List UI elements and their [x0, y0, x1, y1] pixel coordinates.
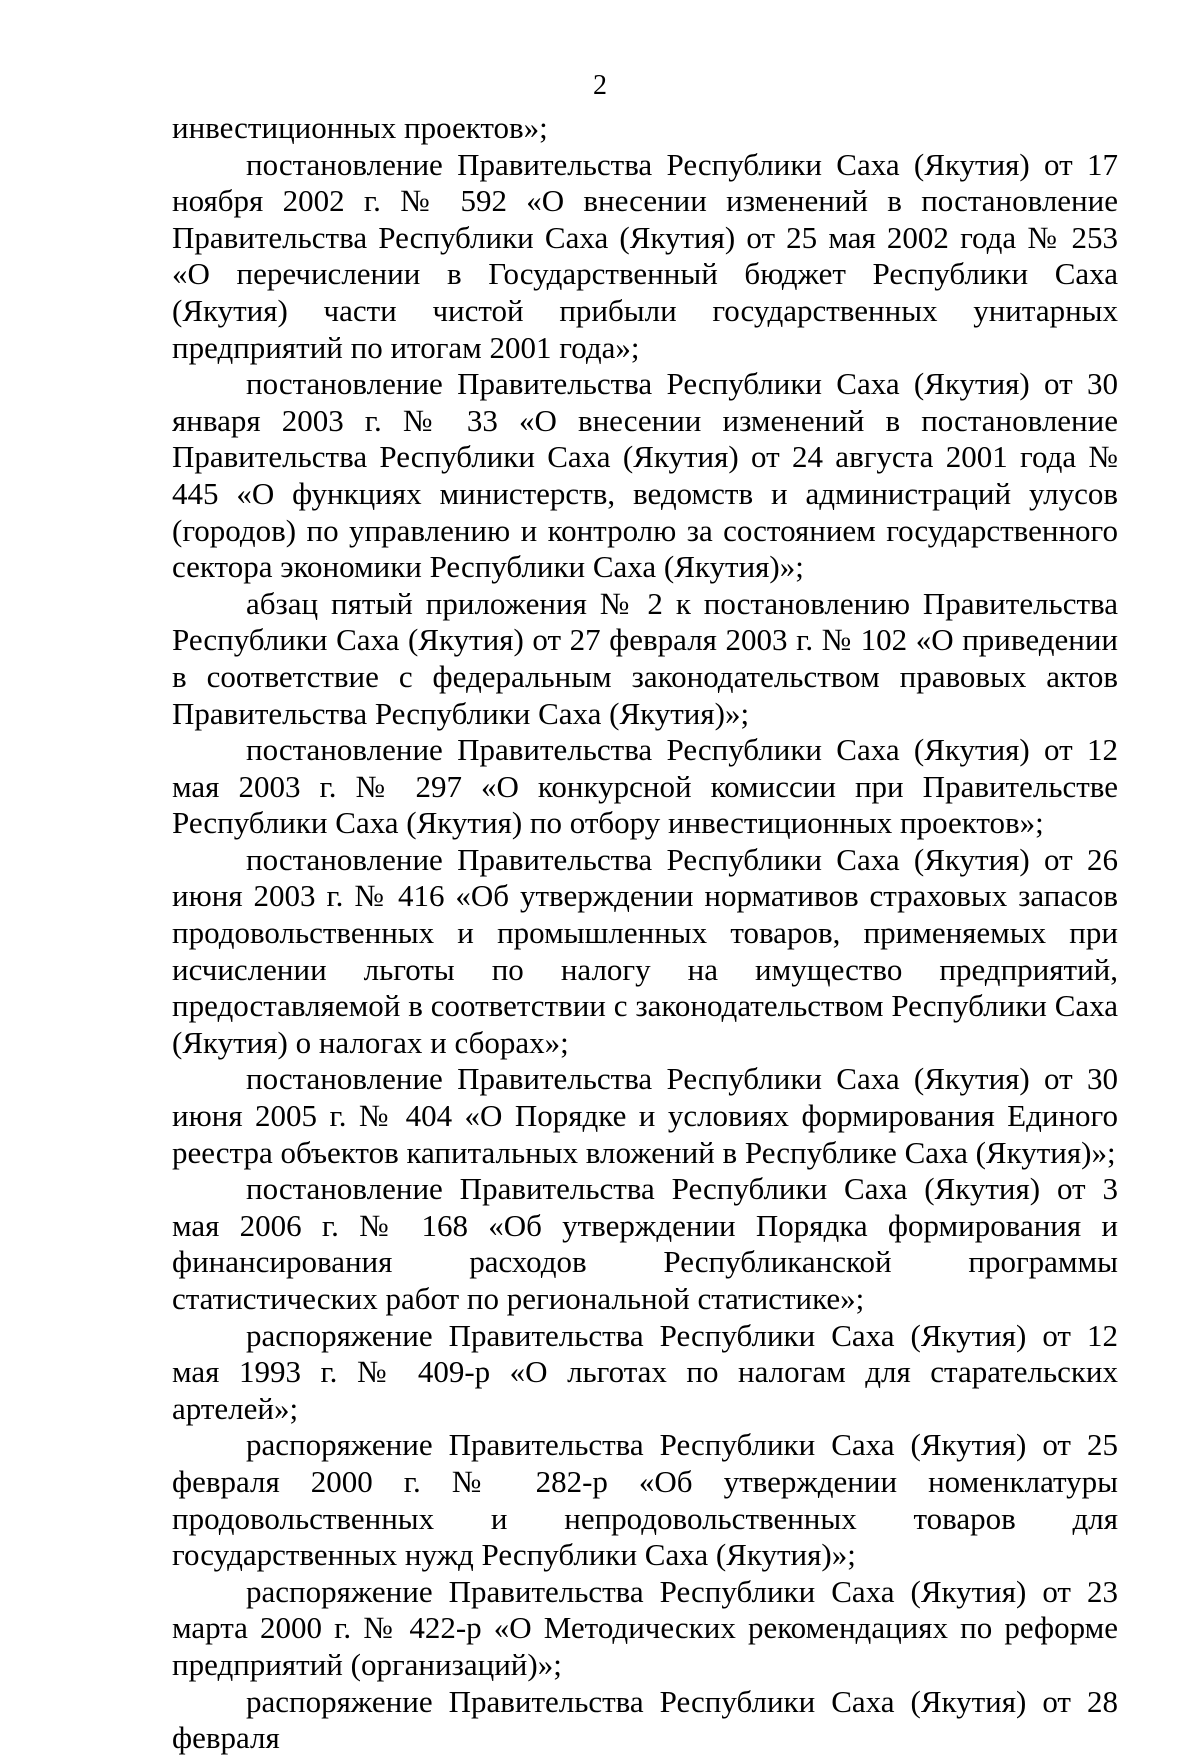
paragraph-item: распоряжение Правительства Республики Саха (Якутия) от 28 февраля [172, 1683, 1118, 1756]
page-number: 2 [593, 70, 607, 101]
paragraph-item: постановление Правительства Республики Саха (Якутия) от 17 ноября 2002 г. № 592 «О внесении изменений в постановление Правительства Республики Саха (Якутия) от 25 мая 2002 года № 253 «О перечислении в Государственный бюджет Республики Саха (Якутия) части чистой прибыли государственных унитарных предприятий по итогам 2001 года»; [172, 146, 1118, 365]
document-body [172, 110, 1118, 1757]
paragraph-item: распоряжение Правительства Республики Саха (Якутия) от 12 мая 1993 г. № 409-р «О льготах по налогам для старательских артелей»; [172, 1317, 1118, 1426]
paragraph-item: постановление Правительства Республики Саха (Якутия) от 3 мая 2006 г. № 168 «Об утверждении Порядка формирования и финансирования расходов Республиканской программы статистических работ по региональной статистике»; [172, 1171, 1118, 1316]
paragraph-continuation: инвестиционных проектов»; [172, 110, 548, 145]
paragraph-item: абзац пятый приложения № 2 к постановлению Правительства Республики Саха (Якутия) от 27 февраля 2003 г. № 102 «О приведении в соответствие с федеральным законодательством правовых актов Правительства Республики Саха (Якутия)»; [172, 585, 1118, 731]
paragraph-item: постановление Правительства Республики Саха (Якутия) от 30 июня 2005 г. № 404 «О Порядке и условиях формирования Единого реестра объектов капитальных вложений в Республике Саха (Якутия)»; [172, 1061, 1118, 1170]
paragraph-item: распоряжение Правительства Республики Саха (Якутия) от 25 февраля 2000 г. № 282-р «Об утверждении номенклатуры продовольственных и непродовольственных товаров для государственных нужд Республики Саха (Якутия)»; [172, 1427, 1118, 1573]
paragraph-item: постановление Правительства Республики Саха (Якутия) от 26 июня 2003 г. № 416 «Об утверждении нормативов страховых запасов продовольственных и промышленных товаров, применяемых при исчислении льготы по налогу на имущество предприятий, предоставляемой в соответствии с законодательством Республики Саха (Якутия) о налогах и сборах»; [172, 841, 1118, 1060]
paragraph-item: распоряжение Правительства Республики Саха (Якутия) от 23 марта 2000 г. № 422-р «О Методических рекомендациях по реформе предприятий (организаций)»; [172, 1573, 1118, 1682]
paragraph-item: постановление Правительства Республики Саха (Якутия) от 30 января 2003 г. № 33 «О внесении изменений в постановление Правительства Республики Саха (Якутия) от 24 августа 2001 года № 445 «О функциях министерств, ведомств и администраций улусов (городов) по управлению и контролю за состоянием государственного сектора экономики Республики Саха (Якутия)»; [172, 366, 1118, 585]
paragraph-item: постановление Правительства Республики Саха (Якутия) от 12 мая 2003 г. № 297 «О конкурсной комиссии при Правительстве Республики Саха (Якутия) по отбору инвестиционных проектов»; [172, 732, 1118, 841]
